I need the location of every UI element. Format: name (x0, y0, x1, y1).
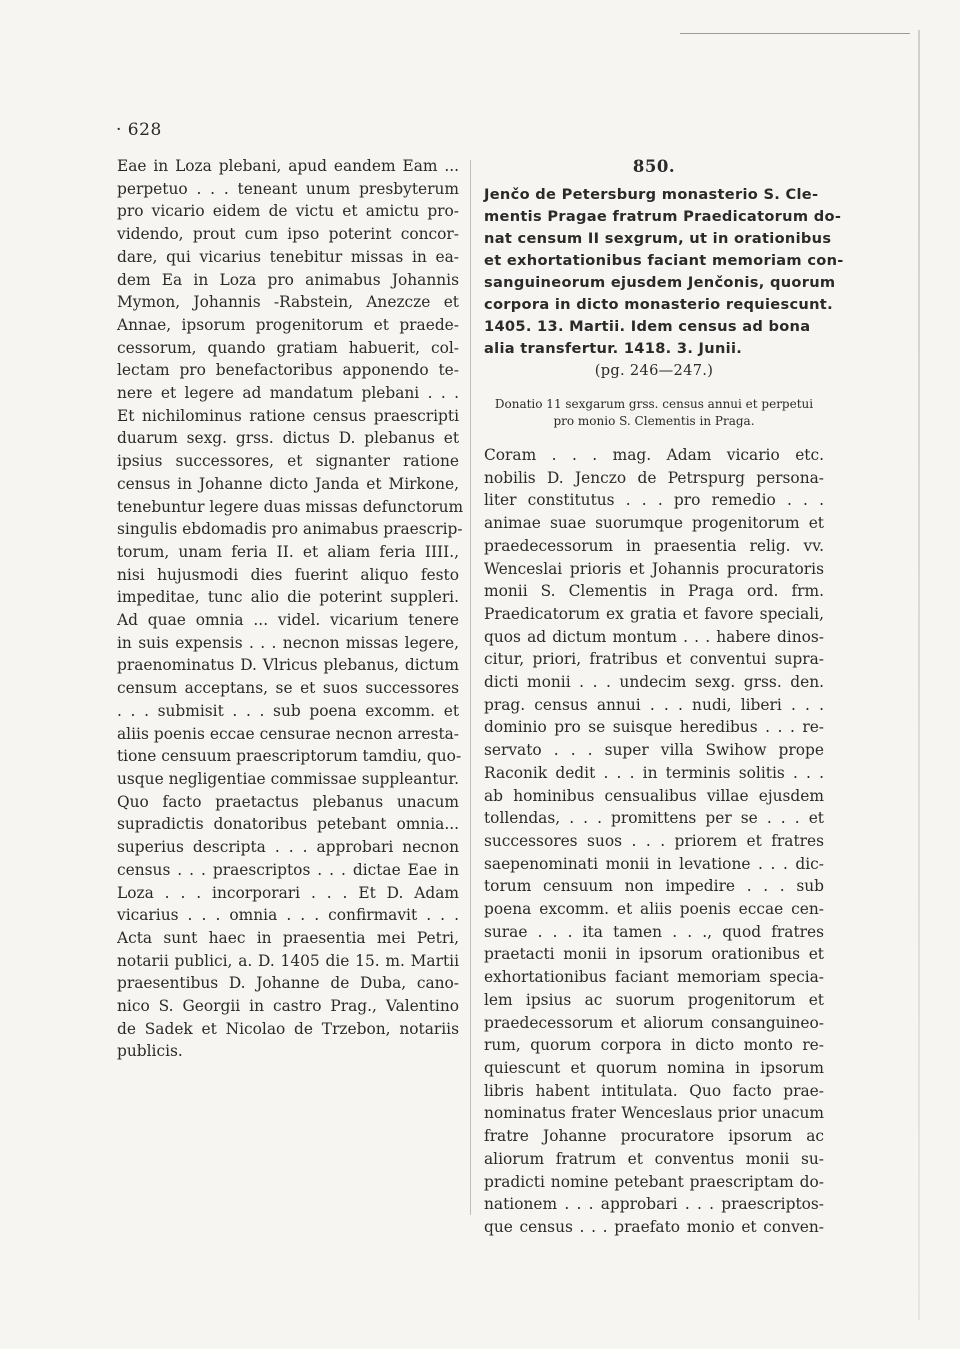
regest-line: nat censum II sexgrum, ut in orationibus (484, 230, 832, 247)
text-line: census . . . praescriptos . . . dictae Eae in (117, 860, 459, 879)
text-line: aliis poenis eccae censurae necnon arresta- (117, 724, 459, 743)
regest-line: 1405. 13. Martii. Idem census ad bona (484, 318, 811, 335)
text-line: nico S. Georgii in castro Prag., Valentino (117, 997, 459, 1016)
text-line: exhortationibus faciant memoriam specia- (484, 968, 824, 987)
text-line: praedecessorum et aliorum consanguineo- (484, 1013, 824, 1032)
text-line: singulis ebdomadis pro animabus praescrip- (117, 520, 463, 539)
text-line: praesentibus D. Johanne de Duba, cano- (117, 974, 459, 993)
text-line: census in Johanne dicto Janda et Mirkone, (117, 474, 459, 493)
text-line: liter constitutus . . . pro remedio . . . (484, 491, 824, 510)
text-line: poena excomm. et aliis poenis eccae cen- (484, 900, 824, 919)
text-line: ipsius successores, et signanter ratione (117, 452, 459, 471)
text-line: superius descripta . . . approbari necnon (117, 838, 459, 857)
text-line: nobilis D. Jenczo de Petrspurg persona- (484, 468, 824, 487)
regest-line: corpora in dicto monasterio requiescunt. (484, 296, 833, 313)
text-line: Ad quae omnia ... videl. vicarium tenere (117, 611, 459, 630)
text-line: nationem . . . approbari . . . praescriptos- (484, 1195, 824, 1214)
text-line: pro vicario eidem de victu et amictu pro- (117, 202, 459, 221)
text-line: nisi hujusmodi dies fuerint aliquo festo (117, 565, 459, 584)
regest-line: Jenčo de Petersburg monasterio S. Cle- (484, 186, 819, 203)
text-line: censum acceptans, se et suos successores (117, 679, 459, 698)
text-line: tenebuntur legere duas missas defunctorum (117, 497, 464, 516)
text-line: tione censuum praescriptorum tamdiu, quo- (117, 747, 462, 766)
text-line: cessorum, quando gratiam habuerit, col- (117, 338, 459, 357)
text-line: libris habent intitulata. Quo facto prae- (484, 1081, 824, 1100)
text-line: surae . . . ita tamen . . ., quod fratres (484, 922, 824, 941)
left-column (117, 155, 464, 1063)
text-line: saepenominati monii in levatione . . . dic- (484, 854, 824, 873)
text-line: duarum sexg. grss. dictus D. plebanus et (117, 429, 459, 448)
text-line: quos ad dictum montum . . . habere dinos- (484, 627, 824, 646)
text-line: animae suae suorumque progenitorum et (484, 514, 824, 533)
text-line: praenominatus D. Vlricus plebanus, dictum (117, 656, 459, 675)
text-line: notarii publici, a. D. 1405 die 15. m. Martii (117, 951, 459, 970)
page-number: · 628 (116, 120, 162, 140)
text-line: torum, unam feria II. et aliam feria IIII., (117, 542, 459, 561)
note-line: pro monio S. Clementis in Praga. (553, 414, 755, 428)
text-line: perpetuo . . . teneant unum presbyterum (117, 179, 459, 198)
text-line: Coram . . . mag. Adam vicario etc. (484, 446, 824, 464)
text-line: supradictis donatoribus petebant omnia... (117, 815, 459, 834)
text-line: publicis. (117, 1042, 183, 1061)
text-line: prag. census annui . . . nudi, liberi . . . (484, 695, 824, 714)
regest-summary (484, 184, 844, 382)
text-line: citur, priori, fratribus et conventui supra- (484, 650, 824, 669)
text-line: que census . . . praefato monio et conven- (484, 1217, 824, 1236)
text-line: Praedicatorum ex gratia et favore speciali, (484, 604, 824, 623)
top-rule (680, 33, 910, 34)
text-line: Mymon, Johannis -Rabstein, Anezcze et (117, 293, 459, 312)
regest-line: sanguineorum ejusdem Jenčonis, quorum (484, 274, 836, 291)
marginal-note (484, 396, 824, 430)
text-line: de Sadek et Nicolao de Trzebon, notariis (117, 1019, 459, 1038)
text-line: ab hominibus censualibus villae ejusdem (484, 786, 824, 805)
right-column (484, 155, 844, 1239)
text-line: in suis expensis . . . necnon missas legere, (117, 633, 459, 652)
text-line: quiescunt et quorum nomina in ipsorum (484, 1058, 824, 1077)
text-line: Raconik dedit . . . in terminis solitis . . . (484, 763, 824, 782)
regest-line: alia transfertur. 1418. 3. Junii. (484, 340, 743, 357)
text-line: monii S. Clementis in Praga ord. frm. (484, 582, 824, 601)
text-line: torum censuum non impedire . . . sub (484, 877, 824, 896)
text-line: Quo facto praetactus plebanus unacum (117, 792, 459, 811)
text-line: Acta sunt haec in praesentia mei Petri, (117, 928, 459, 947)
text-line: lectam pro benefactoribus apponendo te- (117, 361, 459, 380)
text-line: dare, qui vicarius tenebitur missas in ea- (117, 247, 459, 266)
text-line: successores suos . . . priorem et fratres (484, 831, 824, 850)
text-line: Et nichilominus ratione census praescripti (117, 406, 459, 425)
text-line: Annae, ipsorum progenitorum et praede- (117, 315, 459, 334)
column-divider (470, 160, 471, 1215)
text-line: vicarius . . . omnia . . . confirmavit . . . (117, 906, 459, 925)
text-line: lem ipsius ac suorum progenitorum et (484, 990, 824, 1009)
regest-line: et exhortationibus faciant memoriam con- (484, 252, 844, 269)
regest-line: (pg. 246—247.) (594, 362, 714, 379)
text-line: nere et legere ad mandatum plebani . . . (117, 384, 459, 403)
regest-line: mentis Pragae fratrum Praedicatorum do- (484, 208, 842, 225)
text-line: rum, quorum corpora in dicto monto re- (484, 1036, 824, 1055)
text-line: tollendas, . . . promittens per se . . . et (484, 809, 824, 828)
text-line: dominio pro se suisque heredibus . . . re- (484, 718, 824, 737)
right-body-text (484, 444, 824, 1239)
text-line: dicti monii . . . undecim sexg. grss. den. (484, 673, 824, 692)
text-line: impeditae, tunc alio die poterint suppleri. (117, 588, 459, 607)
text-line: pradicti nomine petebant praescriptam do- (484, 1172, 824, 1191)
note-line: Donatio 11 sexgarum grss. census annui et perpetui (494, 397, 814, 411)
text-line: Wenceslai prioris et Johannis procuratoris (484, 559, 824, 578)
text-line: . . . submisit . . . sub poena excomm. et (117, 701, 459, 720)
text-line: praetacti monii in ipsorum orationibus et (484, 945, 824, 964)
text-line: fratre Johanne procuratore ipsorum ac (484, 1127, 824, 1146)
text-line: servato . . . super villa Swihow prope (484, 741, 824, 760)
text-line: dem Ea in Loza pro animabus Johannis (117, 270, 459, 289)
text-line: videndo, prout cum ipso poterint concor- (117, 225, 459, 244)
page-edge (918, 30, 920, 1320)
text-line: aliorum fratrum et conventus monii su- (484, 1149, 824, 1168)
text-line: usque negligentiae commissae suppleantur. (117, 769, 459, 788)
document-number: 850. (632, 157, 676, 176)
text-line: Loza . . . incorporari . . . Et D. Adam (117, 883, 459, 902)
text-line: nominatus frater Wenceslaus prior unacum (484, 1104, 824, 1123)
text-line: praedecessorum in praesentia relig. vv. (484, 536, 824, 555)
text-line: Eae in Loza plebani, apud eandem Eam ... (117, 157, 459, 175)
